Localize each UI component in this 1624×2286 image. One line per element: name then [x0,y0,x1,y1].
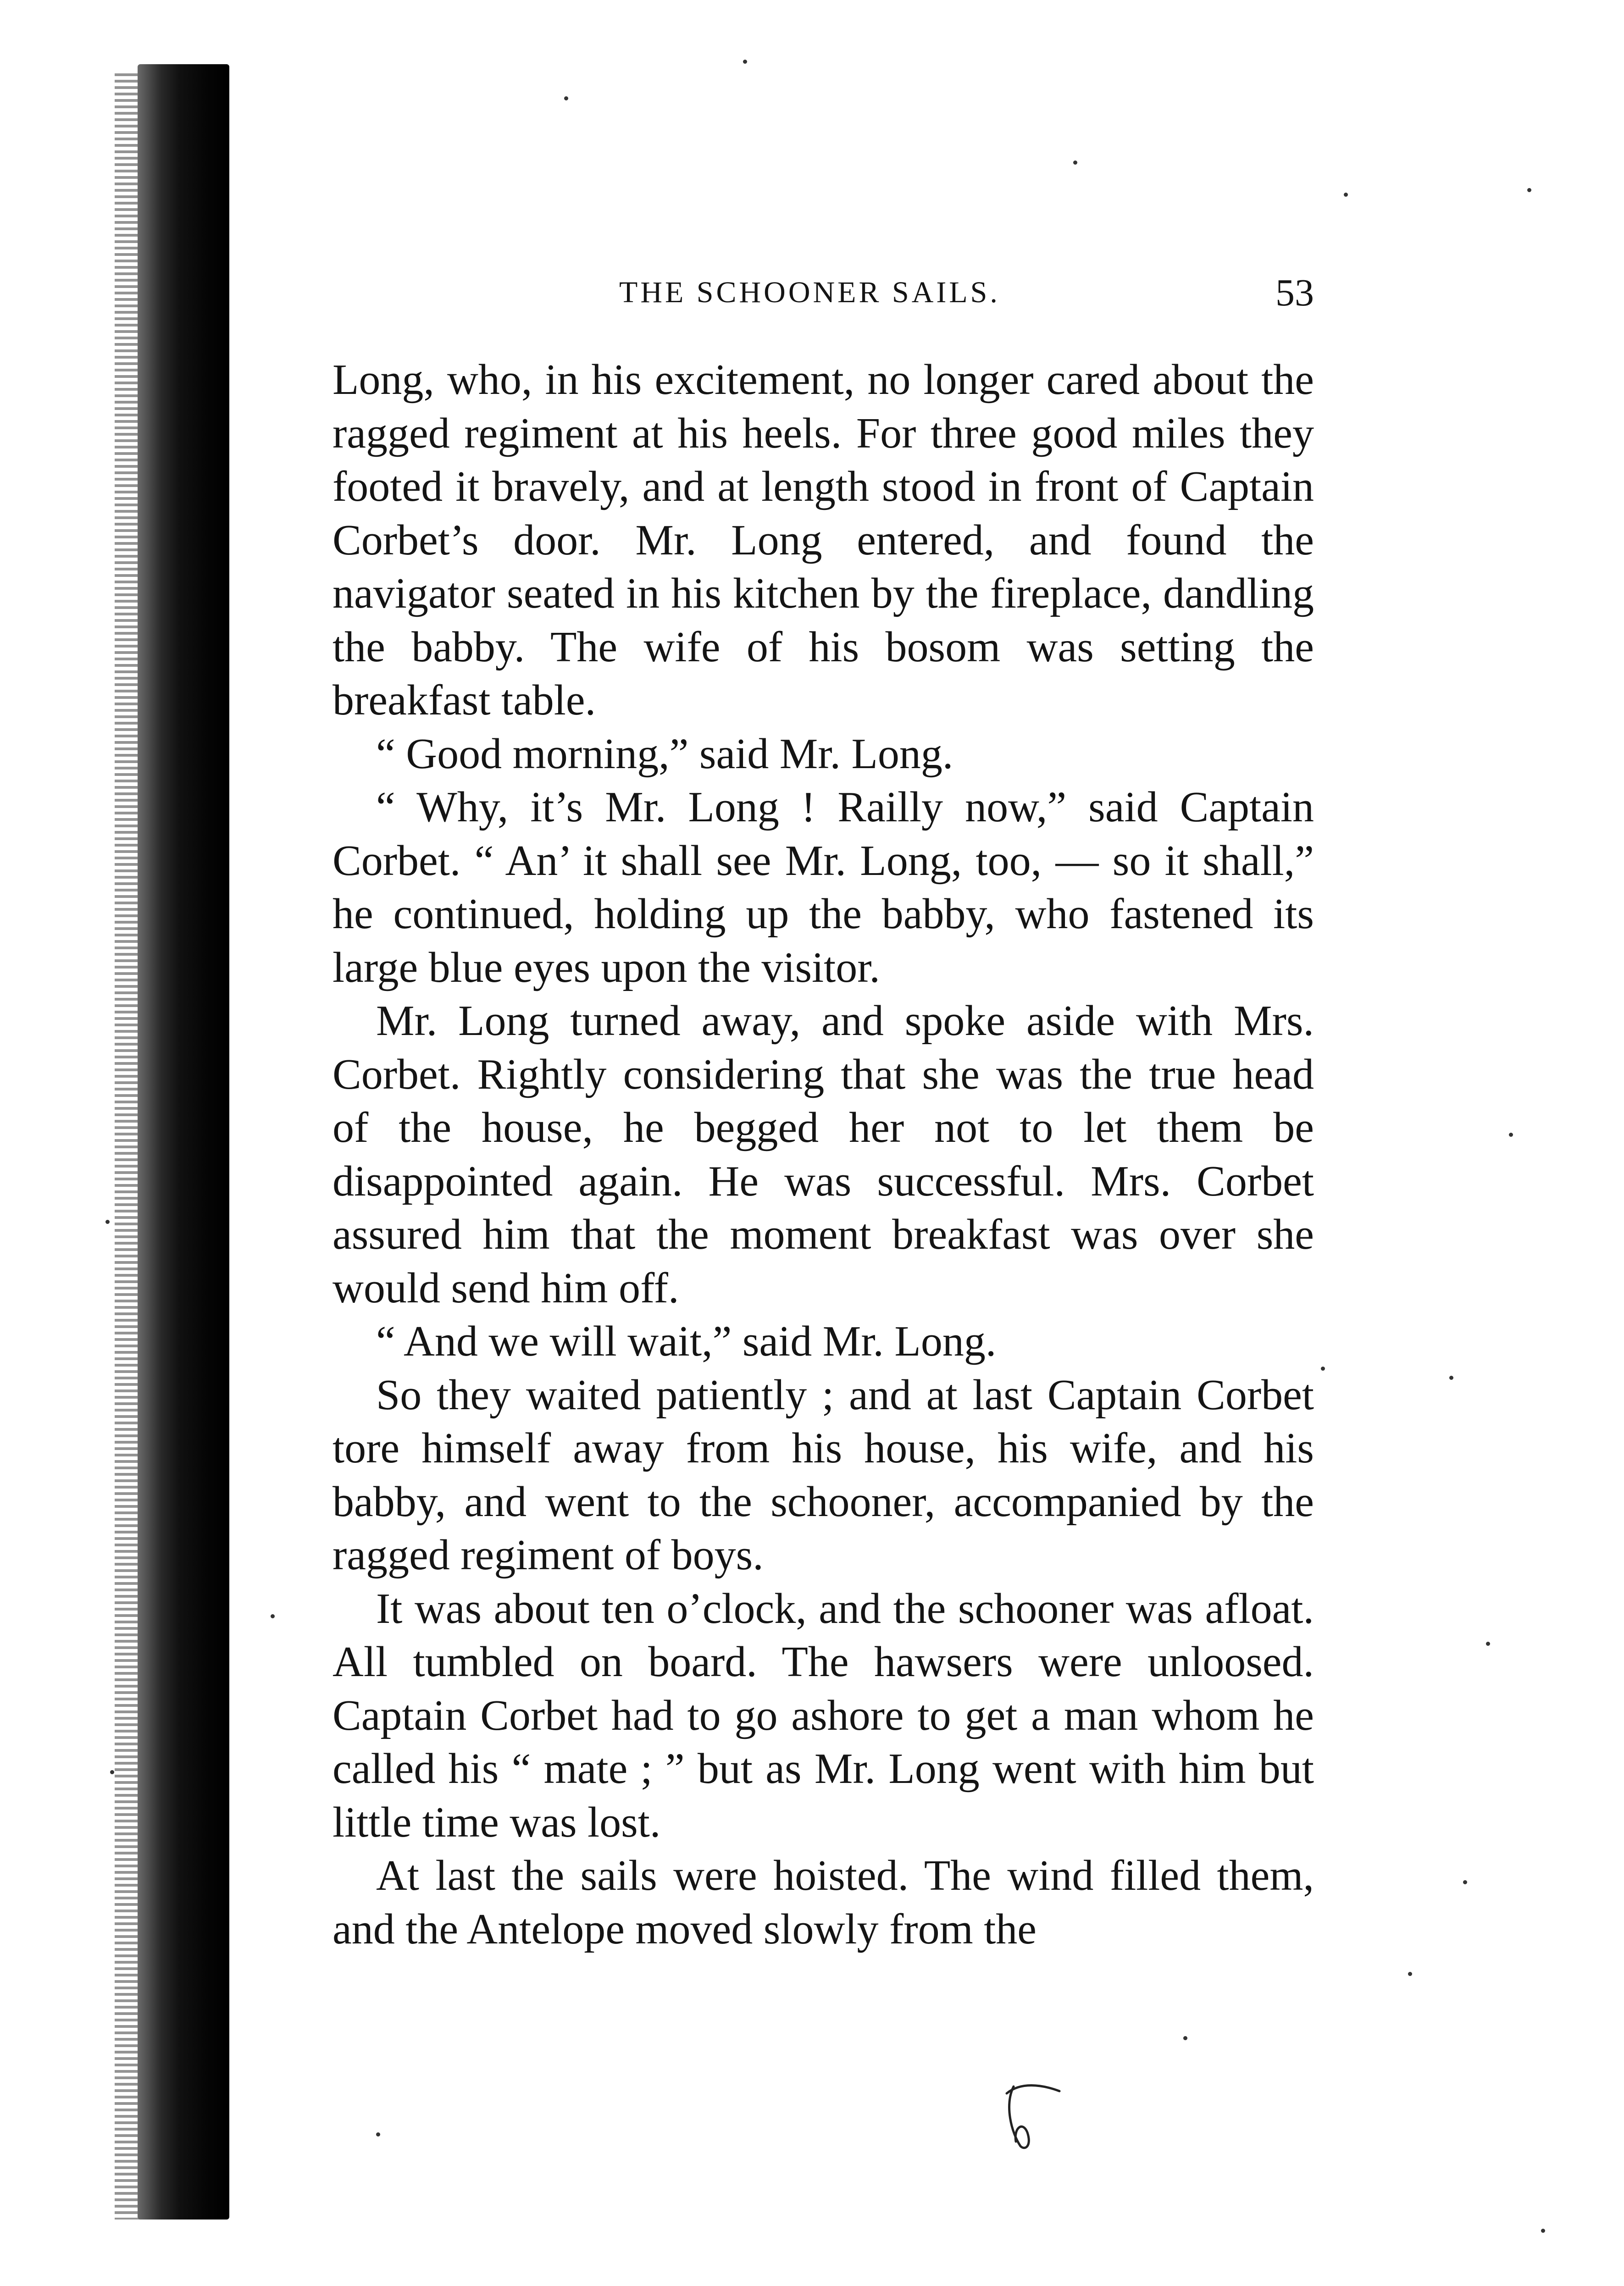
paragraph-1: Long, who, in his excitement, no longer cared about the ragged regiment at his heels. For three good miles they footed it bravely, and at length stood in front of Captain Corbet’s door. Mr. Long entered, and found the navigator seated in his kitchen by the fireplace, dandling the babby. The wife of his bosom was setting the breakfast table. [333,356,1314,724]
scan-speck [1321,1367,1325,1371]
scan-speck [376,2132,380,2137]
pen-mark-icon [995,2077,1064,2155]
paragraph-5: “ And we will wait,” said Mr. Long. [376,1317,997,1365]
scan-speck [1541,2229,1545,2233]
paragraph-3: “ Why, it’s Mr. Long ! Railly now,” said Captain Corbet. “ An’ it shall see Mr. Long, too, — so it shall,” he continued, holding up the babby, who fastened its large blue eyes upon the visitor. [333,783,1314,991]
page-number: 53 [1275,271,1314,314]
running-head [330,271,1314,321]
scan-speck [110,1770,114,1774]
body-text [333,353,1314,1956]
running-title: THE SCHOONER SAILS. [619,276,1000,309]
paragraph-7: It was about ten o’clock, and the schooner was afloat. All tumbled on board. The hawsers were unloosed. Captain Corbet had to go ashore to get a man whom he called his “ mate ; ” but as Mr. Long went with him but little time was lost. [333,1584,1314,1846]
scan-speck [1073,161,1077,165]
scan-speck [1527,188,1531,192]
scan-speck [743,60,747,64]
scan-speck [1408,1972,1412,1976]
scan-speck [1463,1880,1467,1884]
paragraph-4: Mr. Long turned away, and spoke aside with Mrs. Corbet. Rightly considering that she was the true head of the house, he begged her not to let them be disappointed again. He was successful. Mrs. Corbet assured him that the moment breakfast was over she would send him off. [333,997,1314,1312]
scan-speck [1344,193,1348,197]
paragraph-8: At last the sails were hoisted. The wind filled them, and the Antelope moved slowly from the [333,1852,1314,1953]
scan-speck [1183,2036,1187,2040]
scan-speck [271,1614,275,1618]
binding-shadow [138,64,229,2220]
scan-speck [1486,1642,1490,1646]
scan-speck [1449,1376,1453,1380]
scan-speck [1509,1133,1513,1137]
scan-speck [564,96,568,100]
paragraph-6: So they waited patiently ; and at last Captain Corbet tore himself away from his house, his wife, and his babby, and went to the schooner, accompanied by the ragged regiment of boys. [333,1371,1314,1579]
paragraph-2: “ Good morning,” said Mr. Long. [376,730,953,778]
scan-speck [105,1220,110,1224]
